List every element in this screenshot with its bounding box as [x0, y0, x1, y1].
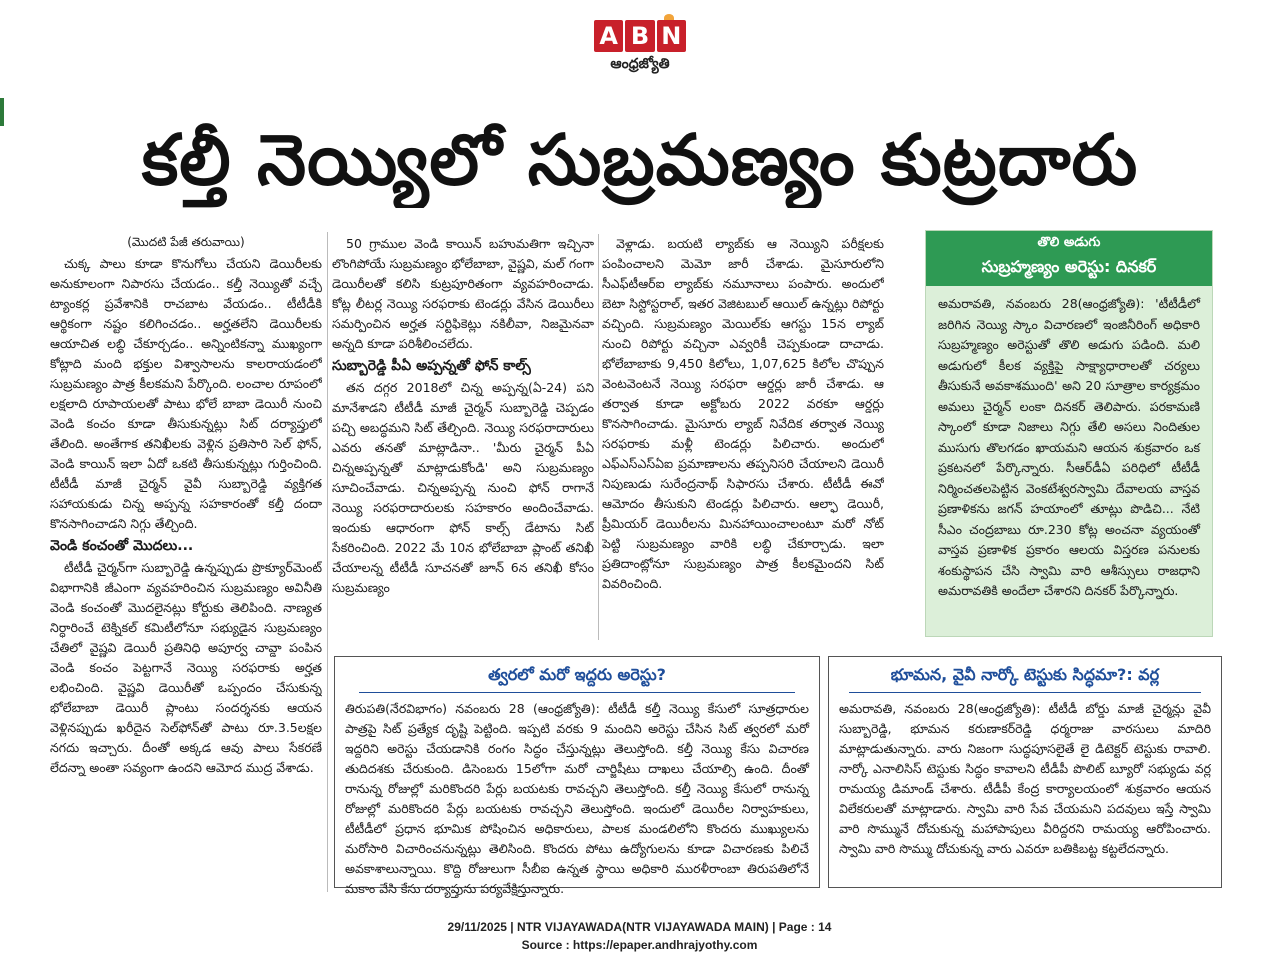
- abn-andhrajyothy-logo: [594, 14, 686, 76]
- subheading: సుబ్బారెడ్డి పీఏ అప్పన్నతో ఫోన్ కాల్స్: [332, 358, 531, 374]
- story-box-arrests: [334, 656, 820, 896]
- story-box-narco-test: [828, 656, 1222, 888]
- article-paragraph: వెళ్లాడు. బయటి ల్యాబ్‌కు ఆ నెయ్యిని పరీక్షలకు పంపించాలని మెమో జారీ చేశాడు. మైసూరులోని సీఎఫ్‌టీఆర్‌ఐ ల్యాబ్‌కు నమూనాలు పంపారు. అందులో బెటా సిస్టోస్టరాల్, ఇతర వెజిటబుల్ ఆయిల్ ఉన్నట్లు రిపోర్టు వచ్చింది. సుబ్రమణ్యం మెయిల్‌కు ఆగస్టు 15న ల్యాబ్ నుంచి రిపోర్టు వచ్చినా ఎవ్వరికీ చెప్పకుండా దాచాడు. భోలేబాబాకు 9,450 కిలోలు, 1,07,625 కిలోల చొప్పున వెంటవెంటనే నెయ్యి సరఫరా ఆర్డర్లు జారీ చేశాడు. ఆ తర్వాత కూడా అక్టోబరు 2022 వరకూ ఆర్డర్లు కొనసాగించాడు. మైసూరు ల్యాబ్ నివేదిక తర్వాత నెయ్యి సరఫరాకు మళ్లీ టెండర్లు పిలిచారు. అందులో ఎఫ్ఎస్ఎస్ఏఐ ప్రమాణాలను తప్పనిసరి చేయాలని డెయిరీ నిపుణుడు సురేంద్రనాథ్ సిఫారసు చేశారు. టీటీడీ ఈవో ఆమోదం తీసుకుని టెండర్లు పిలిచారు. ఆల్ఫా డెయిరీ, ప్రీమియర్ డెయిరీలను మినహాయించాలంటూ మరో నోట్ పెట్టి సుబ్రమణ్యం వారికి లబ్ధి చేకూర్చాడు. ఇలా ప్రతిదాంట్లోనూ సుబ్రమణ్యం పాత్ర కీలకమైందని సిట్ వివరించింది.: [602, 236, 884, 591]
- box-title: భూమన, వైవీ నార్కో టెస్టుకు సిద్ధమా?: వర్ల: [829, 665, 1221, 693]
- logo-letter: B: [625, 20, 654, 52]
- column-divider: [327, 232, 328, 892]
- box-body: తిరుపతి(నేరవిభాగం) నవంబరు 28 (ఆంధ్రజ్యోతి): టీటీడీ కల్తీ నెయ్యి కేసులో సూత్రధారుల పాత్రపై సిట్ ప్రత్యేక దృష్టి పెట్టింది. ఇప్పటి వరకు 9 మందిని అరెస్టు చేసిన సిట్ త్వరలో మరో ఇద్దరిని అరెస్టు చేయడానికి రంగం సిద్ధం చేస్తున్నట్లు తెలుస్తోంది. కల్తీ నెయ్యి కేసు విచారణ తుదిదశకు చేరుకుంది. డిసెంబరు 15లోగా మరో చార్జిషీటు దాఖలు చేయాల్సి ఉంది. దీంతో రానున్న రోజుల్లో మరికొందరి పేర్లు బయటకు రావచ్చని తెలుస్తోంది. కల్తీ నెయ్యి కేసులో రానున్న రోజుల్లో మరికొందరి పేర్లు బయటకు రావచ్చని తెలుస్తోంది. ఇందులో డెయిరీల నిర్వాహకులు, టీటీడీలో ప్రధాన భూమిక పోషించిన అధికారులు, పాలక మండలిలోని కొందరు ముఖ్యులను మరోసారి విచారించనున్నట్లు తెలిసింది. కొందరు పోటు ఉద్యోగులను కూడా విచారణకు పిలిచే అవకాశాలున్నాయి. కొద్ది రోజులుగా సీబీఐ ఉన్నత స్థాయి అధికారి మురళీరాంబా తిరుపతిలోనే మకాం వేసి కేసు దర్యాప్తును పర్యవేక్షిస్తున్నారు.: [345, 701, 809, 896]
- continued-note: (మొదటి పేజీ తరువాయి): [127, 235, 245, 249]
- article-paragraph: తన దగ్గర 2018లో చిన్న అప్పన్న(ఏ-24) పని మానేశాడని టీటీడీ మాజీ చైర్మన్ సుబ్బారెడ్డి చెప్పడం పచ్చి అబద్ధమని సిట్ తేల్చింది. నెయ్యి సరఫరాదారులు ఎవరు తనతో మాట్లాడినా.. 'మీరు చైర్మన్ పీఏ చిన్నఅప్పన్నతో మాట్లాడుకోండి' అని సుబ్రమణ్యం సూచించేవాడు. చిన్నఅప్పన్న నుంచి ఫోన్ రాగానే నెయ్యి సరఫరాదారులకు సహకారం అందించేవాడు. ఇందుకు ఆధారంగా ఫోన్ కాల్స్ డేటాను సిట్ సేకరించింది. 2022 మే 10న భోలేబాబా ప్లాంట్ తనిఖీ చేయాలన్న టీటీడీ సూచనతో జూన్ 6న తనిఖీ కోసం సుబ్రమణ్యం: [332, 380, 594, 595]
- logo-letter: N: [657, 20, 686, 52]
- sidebar-header: [926, 231, 1212, 286]
- main-headline: కల్తీ నెయ్యిలో సుబ్రమణ్యం కుట్రదారు: [141, 119, 1139, 201]
- article-paragraph: టీటీడీ చైర్మన్‌గా సుబ్బారెడ్డి ఉన్నప్పుడు ప్రొక్యూర్‌మెంట్ విభాగానికి జీఎంగా వ్యవహరించిన సుబ్రమణ్యం అవినీతి వెండి కంచంతో మొదలైనట్లు కోర్టుకు తెలిపింది. నాణ్యత నిర్ధారించే టెక్నికల్ కమిటీలోనూ సభ్యుడైన సుబ్రమణ్యం చేతిలో వైష్ణవి డెయిరీ ప్రతినిధి అపూర్వ చావ్డా పంపిన వెండి కంచం పెట్టగానే నెయ్యి సరఫరాకు అర్హత లభించింది. వైష్ణవి డెయిరీతో ఒప్పందం చేసుకున్న భోలేబాబా డెయిరీ ప్లాంటు సందర్శనకు ఆయన వెళ్లినప్పుడు ఖరీదైన సెల్‌ఫోన్‌తో పాటు రూ.3.5లక్షల నగదు ఇచ్చారు. దీంతో అక్కడ ఆవు పాలు సేకరణే లేదన్నా అంతా సవ్యంగా ఉందని ఆమోద ముద్ర వేశాడు.: [50, 560, 322, 775]
- article-column-2: [332, 234, 594, 640]
- column-divider: [598, 234, 599, 640]
- box-body: అమరావతి, నవంబరు 28(ఆంధ్రజ్యోతి): టీటీడీ బోర్డు మాజీ చైర్మన్లు వైవీ సుబ్బారెడ్డి, భూమన కరుణాకర్‌రెడ్డి ధర్మరాజు వారసులు మాదిరి మాట్లాడుతున్నారు. వారు నిజంగా సుద్ధపూసలైతే లై డిటెక్టర్ టెస్టుకు రావాలి. నార్కో ఎనాలిసిస్ టెస్టుకు సిద్ధం కావాలని టీడీపీ పొలిట్ బ్యూరో సభ్యుడు వర్ల రామయ్య డిమాండ్ చేశారు. టీడీపీ కేంద్ర కార్యాలయంలో శుక్రవారం ఆయన విలేకరులతో మాట్లాడారు. స్వామి వారి సేవ చేయమని పదవులు ఇస్తే స్వామి వారి సొమ్మునే దోచుకున్న మహాపాపులు వీరిద్దరని రామయ్య ఆరోపించారు. స్వామి వారి సొమ్ము దోచుకున్న వారు ఎవరూ బతికిబట్ట కట్టలేదన్నారు.: [839, 701, 1211, 856]
- box-title: త్వరలో మరో ఇద్దరు అరెస్టు?: [335, 665, 819, 693]
- edition-info: 29/11/2025 | NTR VIJAYAWADA(NTR VIJAYAWADA MAIN) | Page : 14: [447, 920, 832, 934]
- article-paragraph: చుక్క పాలు కూడా కొనుగోలు చేయని డెయిరీలకు అనుకూలంగా నిపారసు చేయడం.. కల్తీ నెయ్యితో వచ్చే ట్యాంకర్ల ప్రవేశానికి రాచబాట వేయడం.. టీటీడీకి ఆర్థికంగా నష్టం కలిగించడం.. అర్హతలేని డెయిరీలకు ఆయాచిత లబ్ధి చేకూర్చడం.. అన్నింటికన్నా ముఖ్యంగా కోట్లాది మంది భక్తుల విశ్వాసాలను కాలరాయడంలో సుబ్రమణ్యం పాత్ర కీలకమని పేర్కొంది. లంచాల రూపంలో లక్షలాది రూపాయలతో పాటు భోలే బాబా డెయిరీ నుంచి వెండి కంచం కూడా తీసుకున్నట్లు సిట్ దర్యాప్తులో తేలింది. అంతేగాక తనిఖీలకు వెళ్లిన ప్రతిసారి సెల్ ఫోన్, వెండి కాయిన్ ఇలా ఏదో ఒకటి తీసుకున్నట్లు గుర్తించింది. టీటీడీ మాజీ చైర్మన్ వైవీ సుబ్బారెడ్డి వ్యక్తిగత సహాయకుడు చిన్న అప్పన్న సహకారంతో కల్తీ దందా కొనసాగించాడని నిగ్గు తేల్చింది.: [50, 256, 322, 531]
- page-footer: [0, 918, 1279, 954]
- article-paragraph: 50 గ్రాముల వెండి కాయిన్ బహుమతిగా ఇచ్చినా లొంగిపోయే సుబ్రమణ్యం భోలేబాబా, వైష్ణవి, మల్ గంగా డెయిరీలతో కలిసి కుట్రపూరితంగా వ్యవహరించాడు. కోట్ల లీటర్ల నెయ్యి సరఫరాకు టెండర్లు వేసిన డెయిరీలు సమర్పించిన అర్హత సర్టిఫికెట్లు నకిలీవా, నిజమైనవా అన్నది కూడా పరిశీలించలేదు.: [332, 236, 594, 351]
- logo-brand: [594, 20, 686, 52]
- sidebar-title: సుబ్రహ్మణ్యం అరెస్టు: దినకర్: [981, 257, 1157, 276]
- sidebar-body: అమరావతి, నవంబరు 28(ఆంధ్రజ్యోతి): 'టీటీడీలో జరిగిన నెయ్యి స్కాం విచారణలో ఇంజినీరింగ్ అధికారి సుబ్రహ్మణ్యం అరెస్టుతో తొలి అడుగు పడింది. మలి అడుగులో కీలక వ్యక్తిపై సాక్ష్యాధారాలతో చర్యలు తీసుకునే అవకాశముంది' అని 20 సూత్రాల కార్యక్రమం అమలు చైర్మన్ లంకా దినకర్ తెలిపారు. పరకామణి స్కాంలో కూడా నిజాలు నిగ్గు తేలి అసలు నిందితుల ముసుగు తొలగడం ఖాయమని ఆయన శుక్రవారం ఒక ప్రకటనలో పేర్కొన్నారు. సీఆర్‌డీఏ పరిధిలో టీటీడీ నిర్మించతలపెట్టిన వెంకటేశ్వరస్వామి దేవాలయ వాస్తవ ప్రణాళికను జగన్ హయాంలో తూట్లు పొడిచి... నేటి సీఎం చంద్రబాబు రూ.230 కోట్ల అంచనా వ్యయంతో వాస్తవ ప్రణాళిక ప్రకారం ఆలయ విస్తరణ పనులకు శంకుస్థాపన చేసి స్వామి వారి ఆశీస్సులు రాజధాని అమరావతికి అందేలా చేశారని దినకర్ పేర్కొన్నారు.: [938, 296, 1200, 598]
- logo-letter: A: [594, 20, 623, 52]
- logo-subtitle: ఆంధ్రజ్యోతి: [610, 56, 670, 72]
- sidebar-kicker: తొలి అడుగు: [1037, 235, 1101, 250]
- source-link[interactable]: Source : https://epaper.andhrajyothy.com: [521, 938, 758, 952]
- article-column-1: [50, 232, 322, 880]
- page-edge-marker: [0, 98, 4, 126]
- sidebar-story: [925, 230, 1213, 637]
- subheading: వెండి కంచంతో మొదలు...: [50, 538, 194, 554]
- article-column-3: [602, 234, 884, 640]
